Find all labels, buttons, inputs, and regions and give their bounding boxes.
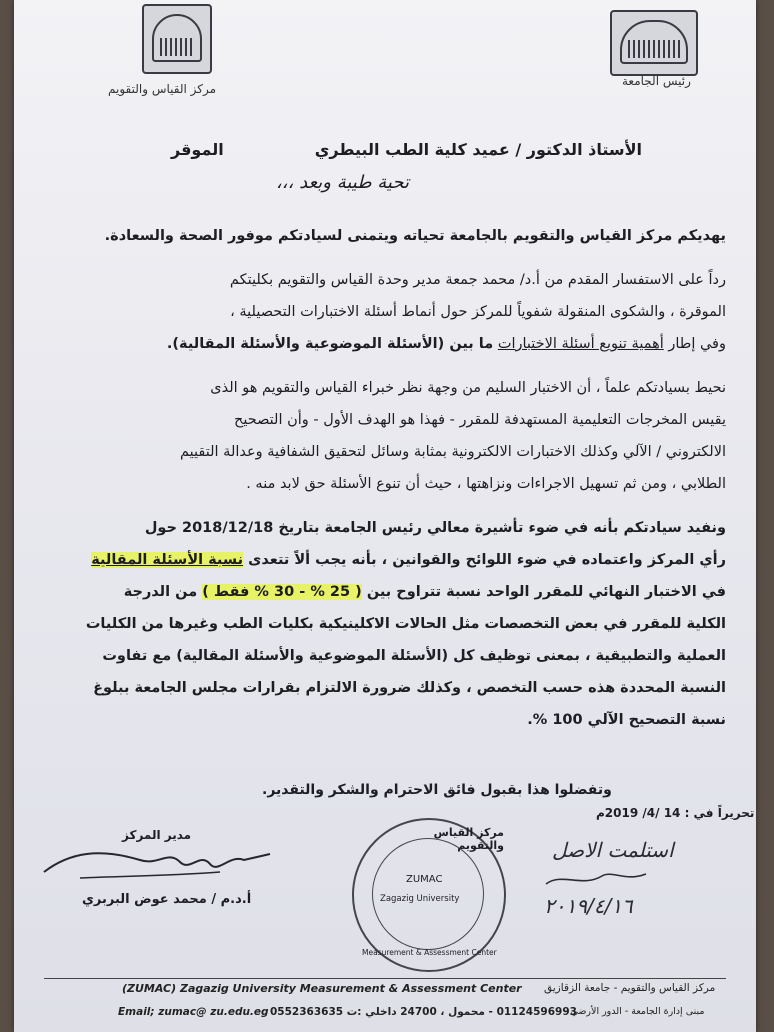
stamp-outer-text: مركز القياس والتقويم <box>433 826 504 852</box>
intro-line: يهديكم مركز القياس والتقويم بالجامعة تحياته ويتمنى لسيادتكم موفور الصحة والسعادة. <box>104 228 726 244</box>
center-header-caption: مركز القياس والتقويم <box>108 82 216 96</box>
director-name: أ.د.م / محمد عوض البربري <box>82 892 252 907</box>
paragraph-line: رأي المركز واعتماده في ضوء اللوائح والقوانين ، بأنه يجب ألاً تتعدى نسبة الأسئلة المقالية <box>91 552 726 568</box>
paragraph-line: العملية والتطبيقية ، بمعنى توظيف كل (الأسئلة الموضوعية والأسئلة المقالية) مع تفاوت <box>102 648 726 664</box>
paragraph-line: وفي إطار أهمية تنويع أسئلة الاختبارات ما بين (الأسئلة الموضوعية والأسئلة المقالية). <box>166 336 726 352</box>
president-logo <box>610 10 698 76</box>
university-logo <box>142 4 212 74</box>
paragraph-line: النسبة المحددة هذه حسب التخصص ، وكذلك ضرورة الالتزام بقرارات مجلس الجامعة ببلوغ <box>93 680 726 696</box>
footer-address: مبنى إدارة الجامعة - الدور الأرضي - <box>564 1006 705 1017</box>
date-line: تحريراً في : 14 /4/ 2019م <box>596 806 755 820</box>
footer-email: Email; zumac@ zu.edu.eg <box>118 1006 269 1018</box>
footer-center-arabic: مركز القياس والتقويم - جامعة الزقازيق <box>544 982 716 994</box>
footer-phones: 01124596993 - محمول ، 24700 داخلي :ت 0552363635 <box>270 1006 577 1018</box>
paragraph-line: يقيس المخرجات التعليمية المستهدفة للمقرر - فهذا هو الهدف الأول - وأن التصحيح <box>233 412 726 428</box>
paragraph-line: نسبة التصحيح الآلي 100 %. <box>527 712 726 728</box>
underlined-phrase: أهمية تنويع أسئلة الاختبارات <box>497 336 664 352</box>
letter-body <box>84 220 726 736</box>
respect-word: الموقر <box>171 140 224 159</box>
receiver-signature <box>542 862 652 892</box>
official-stamp <box>352 818 506 972</box>
greeting: تحية طيبة وبعد ،،، <box>276 172 409 193</box>
highlighted-percentage: ( 25 % - 30 % فقط ) <box>202 584 362 600</box>
paragraph-line: الكلية للمقرر في بعض التخصصات مثل الحالات الاكلينيكية بكليات الطب وغيرها من الكليات <box>85 616 726 632</box>
director-signature <box>40 832 280 892</box>
paragraph-line: نحيط بسيادتكم علماً ، أن الاختبار السليم من وجهة نظر خبراء القياس والتقويم هو الذى <box>210 380 726 396</box>
closing-line: وتفضلوا هذا بقبول فائق الاحترام والشكر والتقدير. <box>262 782 612 798</box>
stamp-code: ZUMAC <box>406 874 443 885</box>
footer-divider <box>44 978 726 979</box>
stamp-university: Zagazig University <box>380 894 460 904</box>
footer-center-english: (ZUMAC) Zagazig University Measurement & Assessment Center <box>122 982 522 995</box>
letter-page <box>14 0 756 1032</box>
stamp-center-name: Measurement & Assessment Center <box>362 948 497 957</box>
director-title: مدير المركز <box>122 828 192 842</box>
addressee: الأستاذ الدكتور / عميد كلية الطب البيطري <box>314 140 642 159</box>
highlighted-phrase: نسبة الأسئلة المقالية <box>91 552 244 568</box>
paragraph-line: في الاختبار النهائي للمقرر الواحد نسبة تتراوح بين ( 25 % - 30 % فقط ) من الدرجة <box>123 584 726 600</box>
paragraph-line: الالكتروني / الآلي وكذلك الاختبارات الالكترونية بمثابة وسائل لتحقيق الشفافية وعدالة التقييم <box>180 444 726 460</box>
handwritten-received: استلمت الاصل <box>552 838 674 862</box>
handwritten-date: ٢٠١٩/٤/١٦ <box>544 894 633 918</box>
paragraph-line: ونفيد سيادتكم بأنه في ضوء تأشيرة معالي رئيس الجامعة بتاريخ 2018/12/18 حول <box>144 520 726 536</box>
paragraph-line: رداً على الاستفسار المقدم من أ.د/ محمد جمعة مدير وحدة القياس والتقويم بكليتكم <box>229 272 726 288</box>
paragraph-line: الطلابي ، ومن ثم تسهيل الاجراءات ونزاهتها ، حيث أن تنوع الأسئلة حق لابد منه . <box>246 476 726 492</box>
president-header-caption: رئيس الجامعة <box>622 74 691 88</box>
paragraph-line: الموقرة ، والشكوى المنقولة شفوياً للمركز حول أنماط أسئلة الاختبارات التحصيلية ، <box>230 304 726 320</box>
